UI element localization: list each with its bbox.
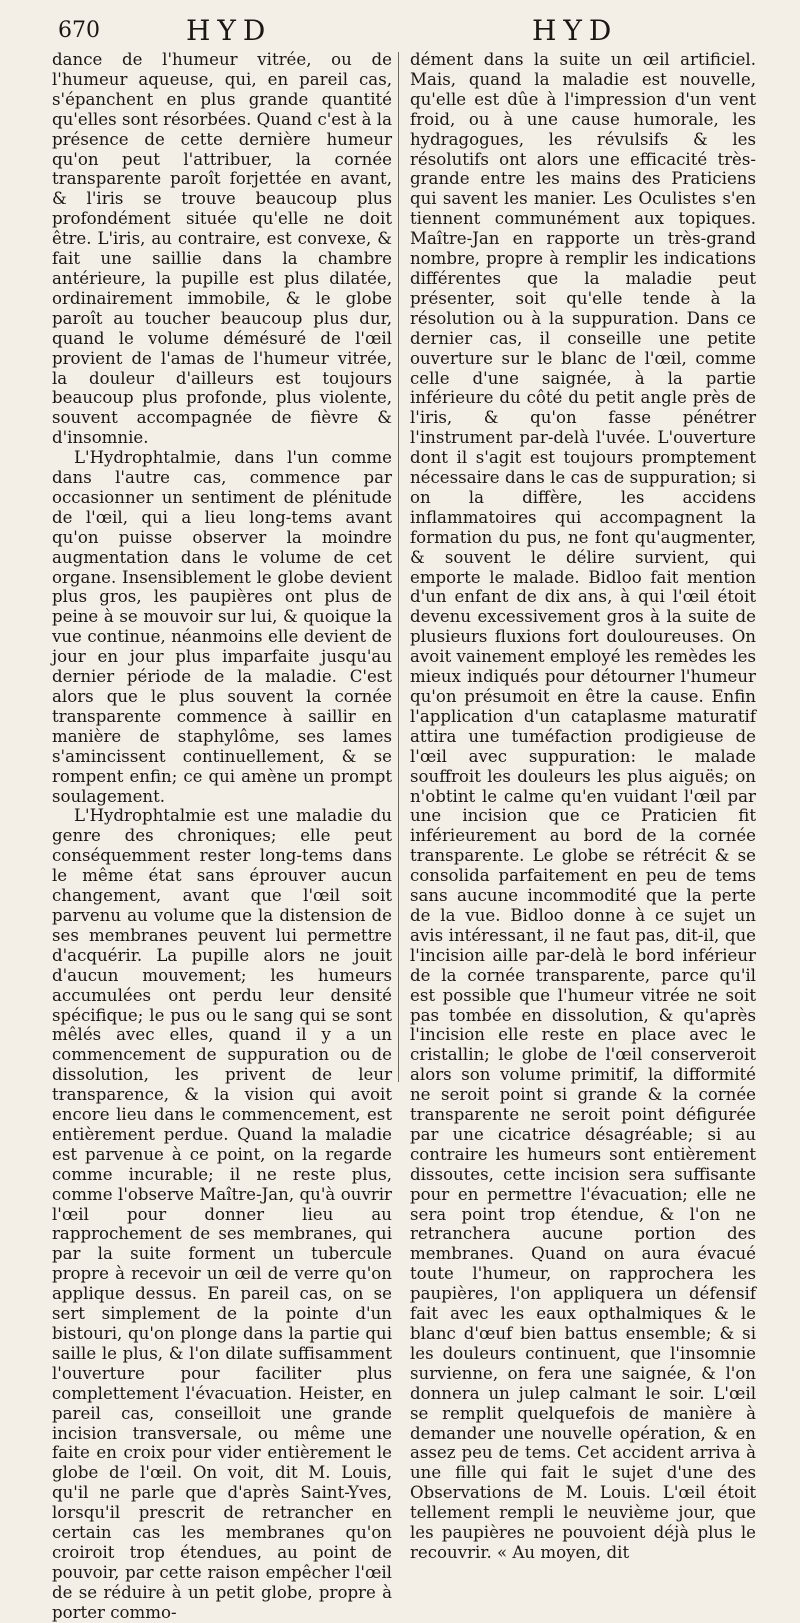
paragraph: L'Hydrophtalmie, dans l'un comme dans l'autre cas, commence par occasionner un sentiment de plénitude de l'œil, qui a lieu long-tems avant qu'on puisse observer la moindre augmentation dans le volume de cet organe. Insensiblement le globe devient plus gros, les paupières ont plus de peine à se mouvoir sur lui, & quoique la vue continue, néanmoins elle devient de jour en jour plus imparfaite jusqu'au dernier période de la maladie. C'est alors que le plus souvent la cornée transparente commence à saillir en manière de staphylôme, ses lames s'amincissent continuellement, & se rompent enfin; ce qui amène un prompt soulagement.: [52, 448, 392, 806]
column-divider: [398, 52, 399, 1082]
paragraph: dément dans la suite un œil artificiel. Mais, quand la maladie est nouvelle, qu'elle est dûe à l'impression d'un vent froid, ou à une cause humorale, les hydragogues, les révulsifs & les résolutifs ont alors une efficacité très-grande entre les mains des Praticiens qui savent les manier. Les Oculistes s'en tiennent communément aux topiques. Maître-Jan en rapporte un très-grand nombre, propre à remplir les indications différentes que la maladie peut présenter, soit qu'elle tende à la résolution ou à la suppuration. Dans ce dernier cas, il conseille une petite ouverture sur le blanc de l'œil, comme celle d'une saignée, à la partie inférieure du côté du petit angle près de l'iris, & qu'on fasse pénétrer l'instrument par-delà l'uvée. L'ouverture dont il s'agit est toujours promptement nécessaire dans le cas de suppuration; si on la diffère, les accidens inflammatoires qui accompagnent la formation du pus, ne font qu'augmenter, & souvent le délire survient, qui emporte le malade. Bidloo fait mention d'un enfant de dix ans, à qui l'œil étoit devenu excessivement gros à la suite de plusieurs fluxions fort douloureuses. On avoit vainement employé les remèdes les mieux indiqués pour détourner l'humeur qu'on présumoit en être la cause. Enfin l'application d'un cataplasme maturatif attira une tuméfaction prodigieuse de l'œil avec suppuration: le malade souffroit les douleurs les plus aiguës; on n'obtint le calme qu'en vuidant l'œil par une incision que ce Praticien fit inférieurement au bord de la cornée transparente. Le globe se rétrécit & se consolida parfaitement en peu de tems sans aucune incommodité que la perte de la vue. Bidloo donne à ce sujet un avis intéressant, il ne faut pas, dit-il, que l'incision aille par-delà le bord inférieur de la cornée transparente, parce qu'il est possible que l'humeur vitrée ne soit pas tombée en dissolution, & qu'après l'incision elle reste en place avec le cristallin; le globe de l'œil conserveroit alors son volume primitif, la difformité ne seroit point si grande & la cornée transparente ne seroit point défigurée par une cicatrice désagréable; si au contraire les humeurs sont entièrement dissoutes, cette incision sera suffisante pour en permettre l'évacuation; elle ne sera point trop étendue, & l'on ne retranchera aucune portion des membranes. Quand on aura évacué toute l'humeur, on rapprochera les paupières, l'on appliquera un défensif fait avec les eaux opthalmiques & le blanc d'œuf bien battus ensemble; & si les douleurs continuent, que l'insomnie survienne, on fera une saignée, & l'on donnera un julep calmant le soir. L'œil se remplit quelquefois de manière à demander une nouvelle opération, & en assez peu de tems. Cet accident arriva à une fille qui fait le sujet d'une des Observations de M. Louis. L'œil étoit tellement rempli le neuvième jour, que les paupières ne pouvoient déjà plus le recouvrir. « Au moyen, dit: [410, 50, 756, 1562]
page-header: [0, 14, 800, 50]
paragraph: L'Hydrophtalmie est une maladie du genre des chroniques; elle peut conséquemment rester long-tems dans le même état sans éprouver aucun changement, avant que l'œil soit parvenu au volume que la distension de ses membranes peuvent lui permettre d'acquérir. La pupille alors ne jouit d'aucun mouvement; les humeurs accumulées ont perdu leur densité spécifique; le pus ou le sang qui se sont mêlés avec elles, quand il y a un commencement de suppuration ou de dissolution, les privent de leur transparence, & la vision qui avoit encore lieu dans le commencement, est entièrement perdue. Quand la maladie est parvenue à ce point, on la regarde comme incurable; il ne reste plus, comme l'observe Maître-Jan, qu'à ouvrir l'œil pour donner lieu au rapprochement de ses membranes, qui par la suite forment un tubercule propre à recevoir un œil de verre qu'on applique dessus. En pareil cas, on se sert simplement de la pointe d'un bistouri, qu'on plonge dans la partie qui saille le plus, & l'on dilate suffisamment l'ouverture pour faciliter plus complettement l'évacuation. Heister, en pareil cas, conseilloit une grande incision transversale, ou même une faite en croix pour vider entièrement le globe de l'œil. On voit, dit M. Louis, qu'il ne parle que d'après Saint-Yves, lorsqu'il prescrit de retrancher en certain cas les membranes qu'on croiroit trop étendues, au point de pouvoir, par cette raison empêcher l'œil de se réduire à un petit globe, propre à porter commo-: [52, 806, 392, 1622]
paragraph: dance de l'humeur vitrée, ou de l'humeur aqueuse, qui, en pareil cas, s'épanchent en plus grande quantité qu'elles sont résorbées. Quand c'est à la présence de cette dernière humeur qu'on peut l'attribuer, la cornée transparente paroît forjettée en avant, & l'iris se trouve beaucoup plus profondément située qu'elle ne doit être. L'iris, au contraire, est convexe, & fait une saillie dans la chambre antérieure, la pupille est plus dilatée, ordinairement immobile, & le globe paroît au toucher beaucoup plus dur, quand le volume démésuré de l'œil provient de l'amas de l'humeur vitrée, la douleur d'ailleurs est toujours beaucoup plus profonde, plus violente, souvent accompagnée de fièvre & d'insomnie.: [52, 50, 392, 448]
page-number: 670: [58, 18, 100, 43]
running-head-right: HYD: [532, 14, 619, 47]
left-column: [52, 50, 392, 1622]
running-head-left: HYD: [186, 14, 273, 47]
right-column: [410, 50, 756, 1562]
